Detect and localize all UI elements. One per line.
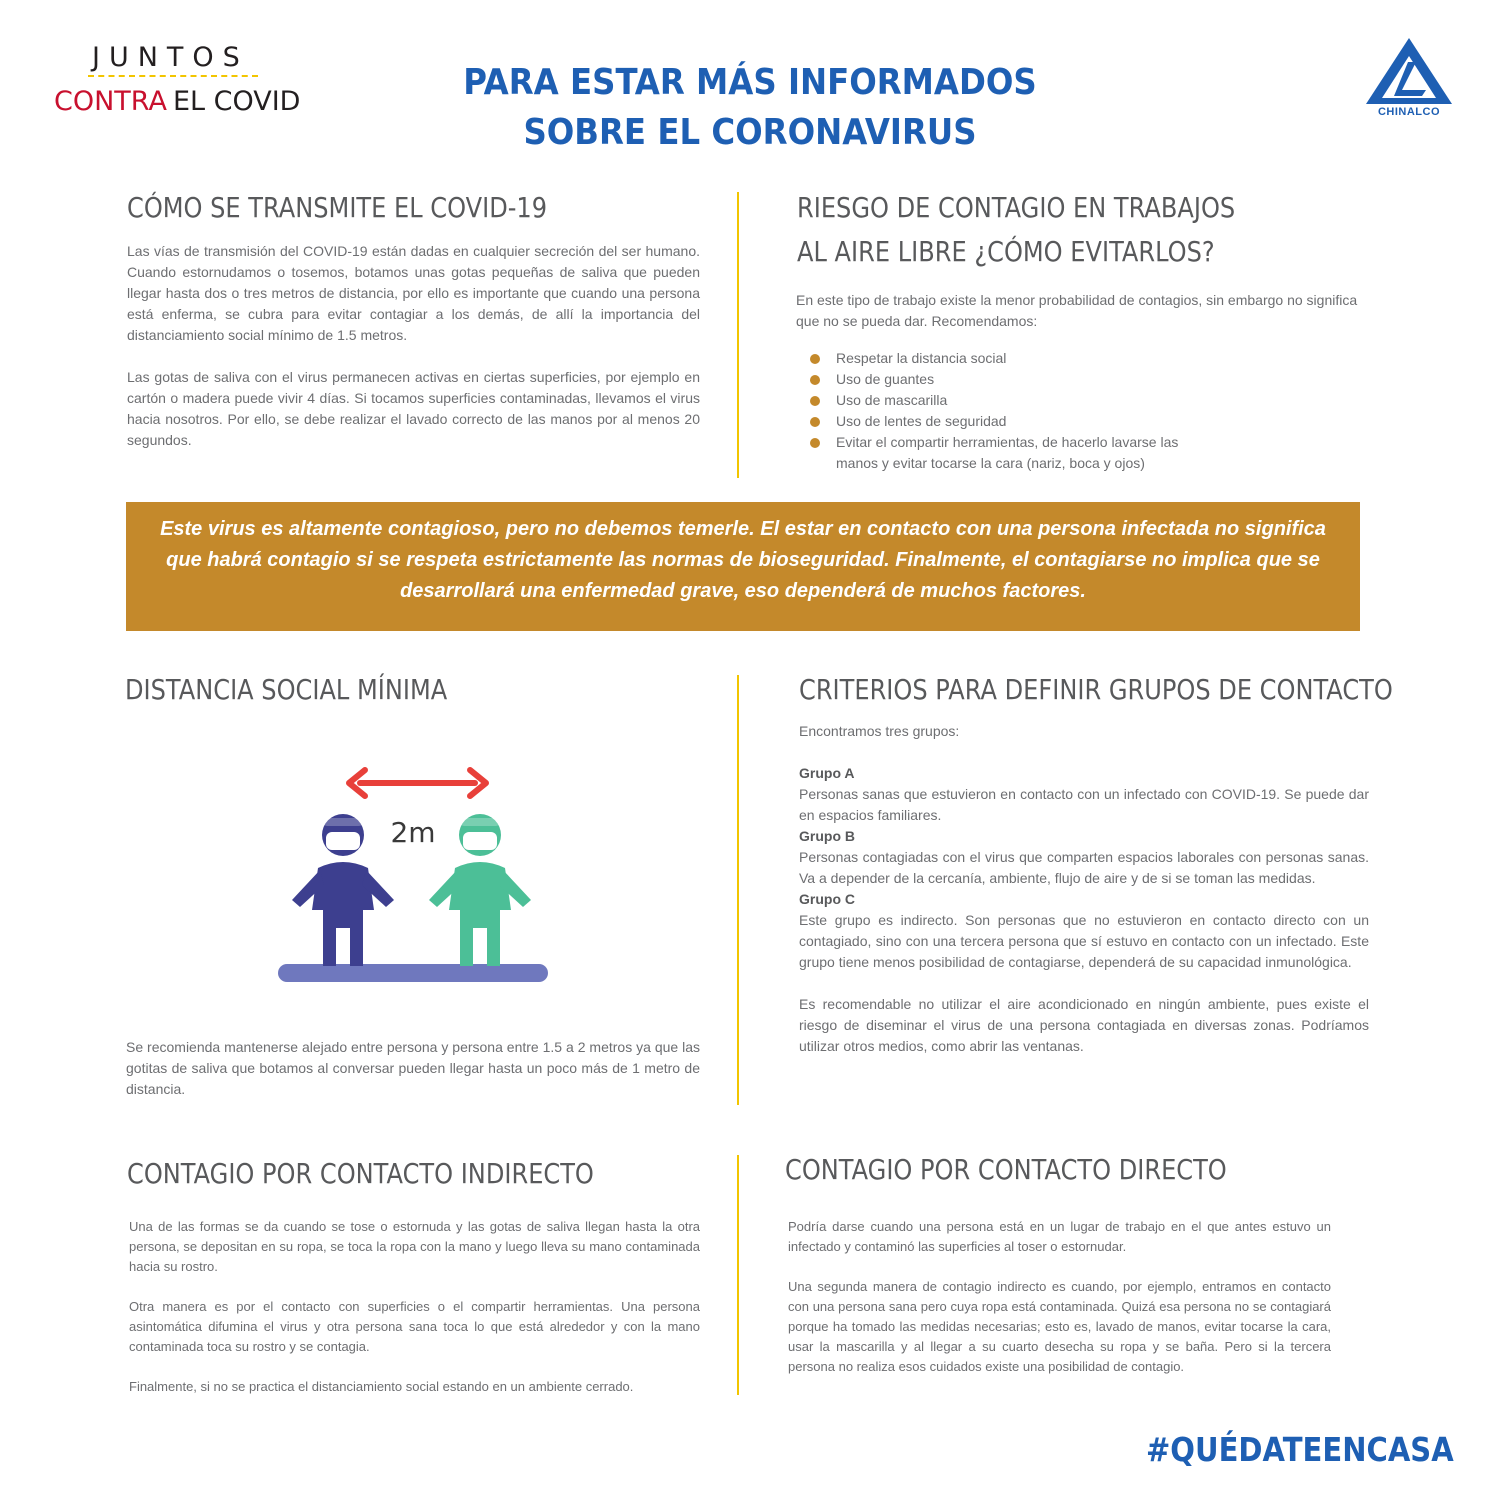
indirect-heading: CONTAGIO POR CONTACTO INDIRECTO	[127, 1157, 594, 1190]
logo-contra: CONTRA	[54, 86, 167, 117]
bullet-item: Uso de mascarilla	[810, 390, 1210, 411]
direct-section	[785, 1148, 1299, 1192]
ground-bar	[278, 964, 548, 982]
group-a-text: Personas sanas que estuvieron en contacto con un infectado con COVID-19. Se puede dar en espacios familiares.	[799, 786, 1369, 823]
highlight-banner	[126, 502, 1360, 631]
groups-text	[799, 721, 1369, 1057]
groups-intro: Encontramos tres grupos:	[799, 723, 960, 739]
logo-el-covid: EL COVID	[172, 86, 301, 117]
transmission-paragraph-1: Las vías de transmisión del COVID-19 están dadas en cualquier secreción del ser humano. Cuando estornudamos o tosemos, botamos unas gotas pequeñas de saliva que pueden llegar hasta dos o tres metros de distancia, por ello es importante que cuando una persona está enferma, se cubra para evitar contagiar a los demás, de allí la importancia del distanciamiento social mínimo de 1.5 metros.	[127, 243, 700, 343]
direct-text	[788, 1217, 1331, 1377]
person-left-icon	[292, 814, 394, 966]
title-line-1: PARA ESTAR MÁS INFORMADOS	[463, 62, 1037, 103]
bullet-item: Uso de lentes de seguridad	[810, 411, 1210, 432]
distance-text: Se recomienda mantenerse alejado entre persona y persona entre 1.5 a 2 metros ya que las gotitas de saliva que botamos al conversar pueden llegar hasta un poco más de 1 metro de distancia.	[126, 1039, 700, 1097]
outdoor-intro: En este tipo de trabajo existe la menor probabilidad de contagios, sin embargo no significa que no se pueda dar. Recomendamos:	[796, 292, 1358, 329]
divider-line-3	[737, 1155, 739, 1395]
distance-section	[125, 668, 500, 712]
outdoor-heading-line-2: AL AIRE LIBRE ¿CÓMO EVITARLOS?	[797, 235, 1215, 268]
transmission-paragraph-2: Las gotas de saliva con el virus permanecen activas en ciertas superficies, por ejemplo en cartón o madera puede vivir 4 días. Si tocamos superficies contaminadas, llevamos el virus hacia nosotros. Por ello, se debe realizar el lavado correcto de las manos por al menos 20 segundos.	[127, 369, 700, 448]
divider-line-1	[737, 192, 739, 478]
logo-contra-el-covid	[54, 86, 300, 117]
group-b-text: Personas contagiadas con el virus que comparten espacios laborales con personas sanas. Va a depender de la cercanía, ambiente, flujo de aire y de si se toman las medidas.	[799, 849, 1369, 886]
transmission-text	[127, 241, 700, 451]
brand-name: CHINALCO	[1377, 106, 1441, 118]
outdoor-bullet-list	[810, 348, 1210, 474]
page-title	[350, 58, 1150, 158]
outdoor-section	[797, 186, 1307, 274]
direct-paragraph-1: Podría darse cuando una persona está en un lugar de trabajo en el que antes estuvo un infectado y contaminó las superficies al toser o estornudar.	[788, 1219, 1331, 1254]
chinalco-logo-icon	[1364, 36, 1454, 106]
groups-heading: CRITERIOS PARA DEFINIR GRUPOS DE CONTACTO	[799, 673, 1393, 706]
logo-juntos: JUNTOS	[92, 42, 249, 73]
divider-line-2	[737, 675, 739, 1105]
indirect-paragraph-2: Otra manera es por el contacto con superficies o el compartir herramientas. Una persona asintomática difumina el virus y otra persona sana toca lo que está alrededor y con la mano contaminada toca su rostro y se contagia.	[129, 1299, 700, 1354]
outdoor-heading-line-1: RIESGO DE CONTAGIO EN TRABAJOS	[797, 191, 1236, 224]
group-c-title: Grupo C	[799, 891, 855, 907]
direct-paragraph-2: Una segunda manera de contagio indirecto es cuando, por ejemplo, entramos en contacto con una persona sana pero cuya ropa está contaminada. Quizá esa persona no se contagiará porque ha tomado las medidas necesarias; esto es, lavado de manos, evitar tocarse la cara, usar la mascarilla y al llegar a su cuarto desecha su ropa y se baña. Pero si la tercera persona no realiza esos cuidados existe una posibilidad de contagio.	[788, 1279, 1331, 1374]
bullet-item: Evitar el compartir herramientas, de hacerlo lavarse las manos y evitar tocarse la cara (nariz, boca y ojos)	[810, 432, 1210, 474]
groups-section	[799, 668, 1490, 712]
banner-text: Este virus es altamente contagioso, pero no debemos temerle. El estar en contacto con una persona infectada no significa que habrá contagio si se respeta estrictamente las normas de bioseguridad. Finalmente, el contagiarse no implica que se desarrollará una enfermedad grave, eso dependerá de muchos factores.	[160, 518, 1326, 602]
hashtag	[1146, 1430, 1454, 1469]
indirect-paragraph-1: Una de las formas se da cuando se tose o estornuda y las gotas de saliva llegan hasta la otra persona, se depositan en su ropa, se toca la ropa con la mano y luego lleva su mano contaminada hacia su rostro.	[129, 1219, 700, 1274]
groups-closing: Es recomendable no utilizar el aire acondicionado en ningún ambiente, pues existe el riesgo de diseminar el virus de una persona contagiada en diversas zonas. Podríamos utilizar otros medios, como abrir las ventanas.	[799, 996, 1369, 1054]
bullet-item: Respetar la distancia social	[810, 348, 1210, 369]
group-b-title: Grupo B	[799, 828, 855, 844]
social-distance-illustration	[270, 760, 560, 990]
logo-dashed-line	[88, 75, 258, 77]
title-line-2: SOBRE EL CORONAVIRUS	[523, 112, 977, 153]
transmission-section	[127, 186, 615, 230]
direct-heading: CONTAGIO POR CONTACTO DIRECTO	[785, 1153, 1227, 1186]
bullet-item: Uso de guantes	[810, 369, 1210, 390]
double-arrow-icon	[349, 770, 486, 796]
group-a-title: Grupo A	[799, 765, 855, 781]
distance-label: 2m	[390, 816, 436, 849]
indirect-section	[127, 1152, 670, 1196]
indirect-text	[129, 1217, 700, 1397]
hashtag-part-1: #QUÉDATE	[1146, 1430, 1323, 1469]
group-c-text: Este grupo es indirecto. Son personas que no estuvieron en contacto directo con un contagiado, sino con una tercera persona que sí estuvo en contacto con un infectado. Este grupo tiene menos posibilidad de contagiarse, dependerá de su capacidad inmunológica.	[799, 912, 1369, 970]
person-right-icon	[429, 814, 531, 966]
hashtag-part-2: ENCASA	[1322, 1430, 1454, 1469]
indirect-paragraph-3: Finalmente, si no se practica el distanciamiento social estando en un ambiente cerrado.	[129, 1379, 634, 1394]
transmission-heading: CÓMO SE TRANSMITE EL COVID-19	[127, 191, 548, 224]
distance-heading: DISTANCIA SOCIAL MÍNIMA	[125, 673, 448, 706]
